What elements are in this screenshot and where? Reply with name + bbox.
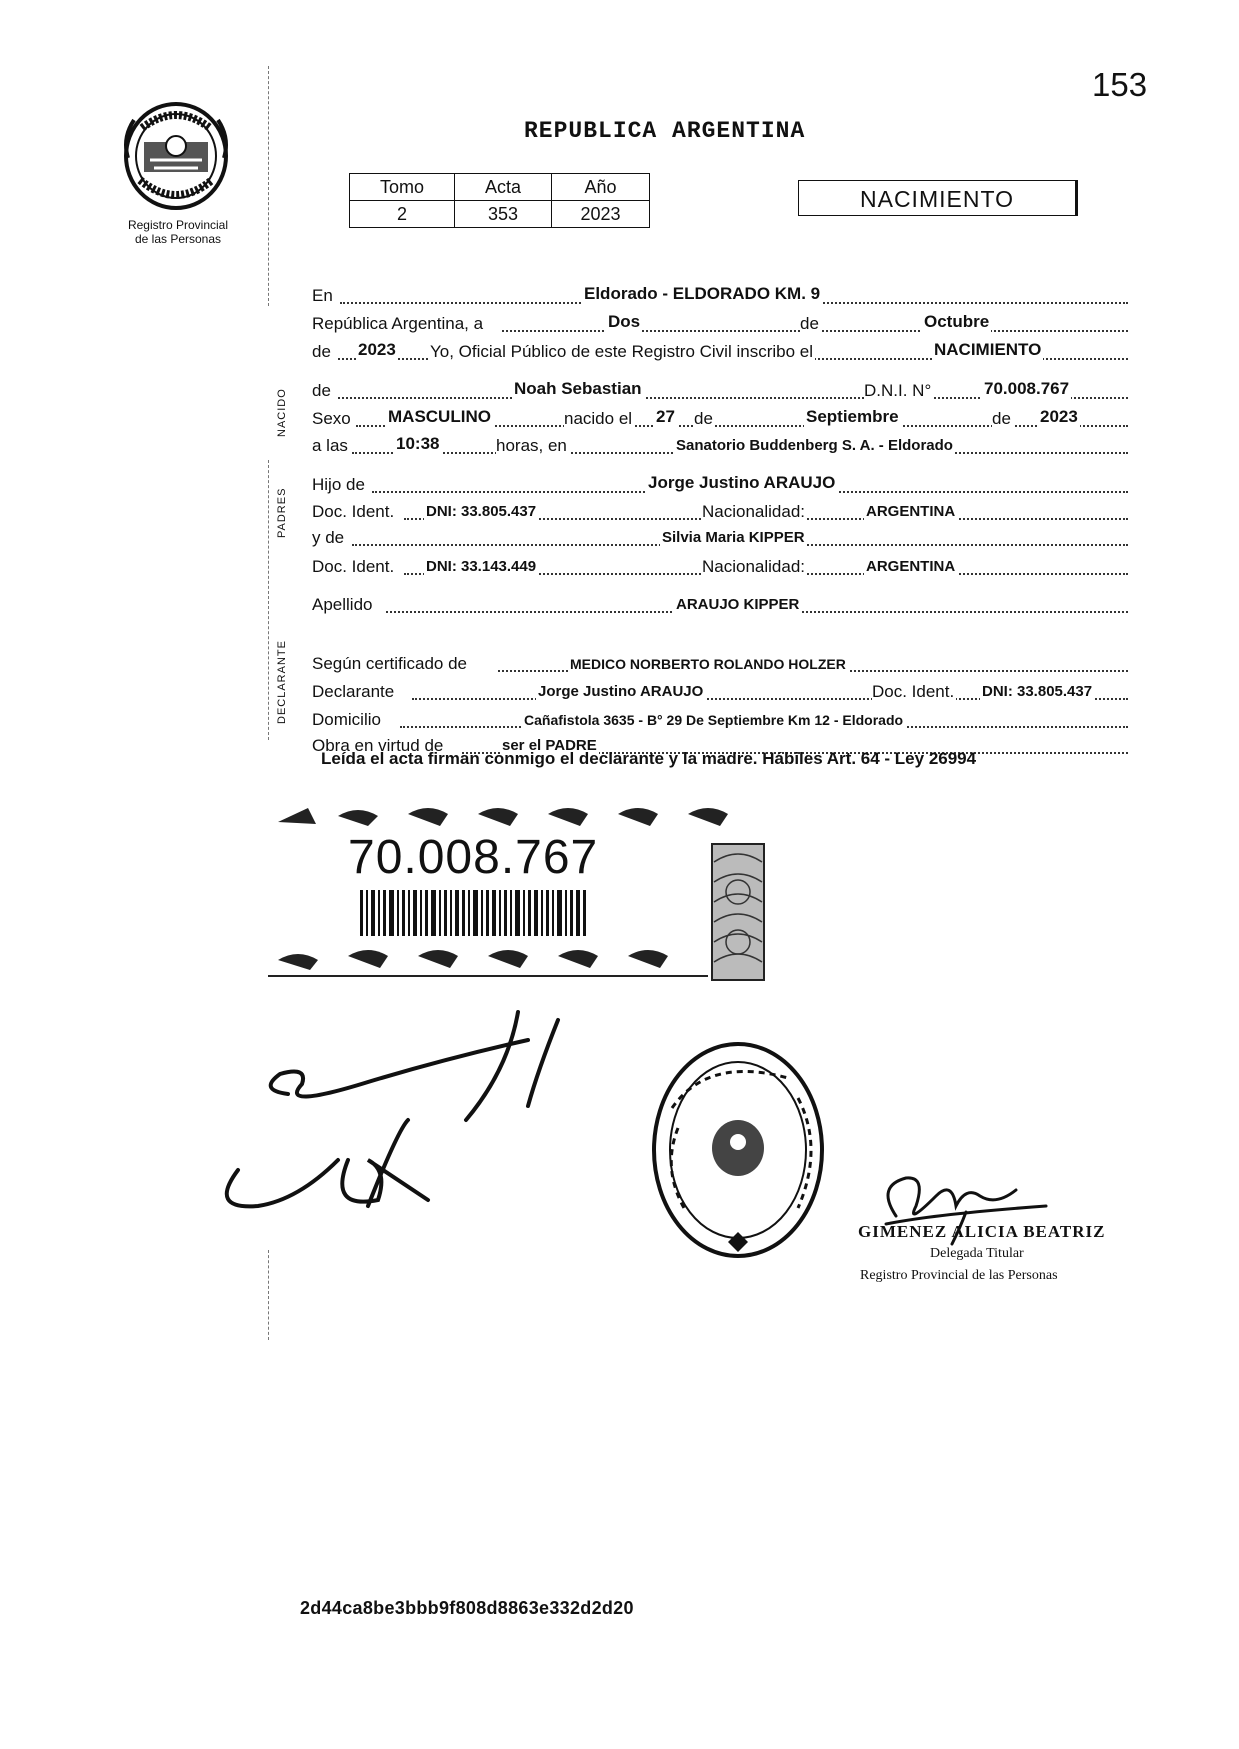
label-and: y de: [312, 528, 345, 547]
registry-header-acta: Acta: [455, 174, 552, 201]
act-type-box: NACIMIENTO: [798, 180, 1078, 216]
label-de5: de: [992, 409, 1011, 428]
section-label-declarant: DECLARANTE: [276, 640, 288, 724]
label-de2: de: [312, 342, 331, 361]
form-row-address: [312, 706, 1128, 732]
document-hash: 2d44ca8be3bbb9f808d8863e332d2d20: [300, 1598, 634, 1618]
label-hours: horas, en: [496, 436, 567, 455]
margin-divider: [268, 1250, 269, 1340]
registry-header-tomo: Tomo: [350, 174, 455, 201]
form-row-date: [312, 310, 1128, 336]
id-stamp-number: 70.008.767: [348, 831, 599, 884]
registry-table: [349, 173, 650, 228]
form-row-mother: [312, 524, 1128, 550]
label-address: Domicilio: [312, 710, 381, 729]
closing-statement: Leída el acta firman conmigo el declarante y la madre. Hábiles Art. 64 - Ley 26994: [321, 749, 977, 768]
registry-value-acta: 353: [455, 201, 552, 228]
form-row-father-doc: [312, 498, 1128, 524]
field-month: Octubre: [924, 312, 990, 331]
registry-table-value-row: [350, 201, 650, 228]
form-row-declarant: [312, 678, 1128, 704]
label-de: de: [800, 314, 819, 333]
province-emblem-logo: [120, 98, 232, 218]
registry-header-anio: Año: [552, 174, 650, 201]
label-en: En: [312, 286, 333, 305]
field-father-nationality: ARGENTINA: [866, 503, 956, 520]
official-seal-stamp: [648, 1038, 828, 1262]
label-born: nacido el: [564, 409, 633, 428]
field-mother-doc: DNI: 33.143.449: [426, 558, 537, 575]
section-label-born: NACIDO: [276, 388, 288, 437]
form-row-child: [312, 377, 1128, 403]
form-row-inscription: [312, 338, 1128, 364]
country-title: REPUBLICA ARGENTINA: [524, 118, 806, 144]
field-birth-place: Sanatorio Buddenberg S. A. - Eldorado: [676, 437, 953, 454]
registry-table-header-row: [350, 174, 650, 201]
field-capacity: ser el PADRE: [502, 737, 597, 754]
signer-role: Delegada Titular: [930, 1246, 1024, 1261]
field-day: Dos: [608, 312, 641, 331]
field-certificate: MEDICO NORBERTO ROLANDO HOLZER: [570, 656, 846, 672]
field-address: Cañafistola 3635 - B° 29 De Septiembre Km 12 - Eldorado: [524, 712, 904, 728]
label-at: a las: [312, 436, 348, 455]
id-stamp-sticker: [268, 800, 768, 978]
page-number: 153: [1092, 66, 1148, 103]
label-sex: Sexo: [312, 409, 351, 428]
label-doc2: Doc. Ident.: [312, 557, 395, 576]
label-doc: Doc. Ident.: [312, 502, 395, 521]
barcode-graphic: [360, 890, 588, 936]
form-row-time: [312, 432, 1128, 458]
form-row-place: [312, 282, 1128, 308]
signer-office: Registro Provincial de las Personas: [860, 1268, 1058, 1283]
field-declarant-name: Jorge Justino ARAUJO: [538, 683, 704, 700]
field-mother-name: Silvia Maria KIPPER: [662, 529, 805, 546]
label-capacity: Obra en virtud de: [312, 736, 444, 755]
registry-value-tomo: 2: [350, 201, 455, 228]
form-row-certificate: [312, 650, 1128, 676]
label-son-of: Hijo de: [312, 475, 365, 494]
margin-divider: [268, 66, 269, 306]
field-sex: MASCULINO: [388, 407, 491, 426]
form-row-sex: [312, 405, 1128, 431]
field-father-doc: DNI: 33.805.437: [426, 503, 537, 520]
security-pattern-graphic: [710, 842, 766, 982]
issuer-caption-line1: Registro Provincial: [127, 218, 229, 232]
label-surname: Apellido: [312, 595, 373, 614]
label-de4: de: [694, 409, 713, 428]
field-year: 2023: [358, 340, 396, 359]
form-row-surname: [312, 591, 1128, 617]
field-place: Eldorado - ELDORADO KM. 9: [584, 284, 821, 303]
signer-name: GIMENEZ ALICIA BEATRIZ: [858, 1222, 1106, 1241]
label-nationality: Nacionalidad:: [702, 502, 806, 521]
field-father-name: Jorge Justino ARAUJO: [648, 473, 836, 492]
registry-value-anio: 2023: [552, 201, 650, 228]
label-declarant: Declarante: [312, 682, 395, 701]
label-dni: D.N.I. N°: [864, 381, 932, 400]
section-label-parents: PADRES: [276, 487, 288, 538]
form-row-father: [312, 471, 1128, 497]
issuer-caption-line2: de las Personas: [134, 232, 222, 246]
label-doc3: Doc. Ident.: [872, 682, 955, 701]
label-nationality2: Nacionalidad:: [702, 557, 806, 576]
label-certificate: Según certificado de: [312, 654, 467, 673]
margin-divider: [268, 460, 269, 740]
field-birth-time: 10:38: [396, 434, 440, 453]
handwritten-signatures: [218, 1010, 638, 1240]
field-birth-day: 27: [656, 407, 675, 426]
label-republic: República Argentina, a: [312, 314, 484, 333]
field-act-type: NACIMIENTO: [934, 340, 1042, 359]
form-row-mother-doc: [312, 553, 1128, 579]
field-child-dni: 70.008.767: [984, 379, 1070, 398]
label-de3: de: [312, 381, 331, 400]
field-surname: ARAUJO KIPPER: [676, 596, 800, 613]
issuer-caption: [104, 218, 252, 246]
field-declarant-doc: DNI: 33.805.437: [982, 683, 1093, 700]
field-mother-nationality: ARGENTINA: [866, 558, 956, 575]
label-yo: Yo, Oficial Público de este Registro Civil inscribo el: [430, 342, 813, 361]
field-child-name: Noah Sebastian: [514, 379, 642, 398]
field-birth-year: 2023: [1040, 407, 1078, 426]
field-birth-month: Septiembre: [806, 407, 899, 426]
